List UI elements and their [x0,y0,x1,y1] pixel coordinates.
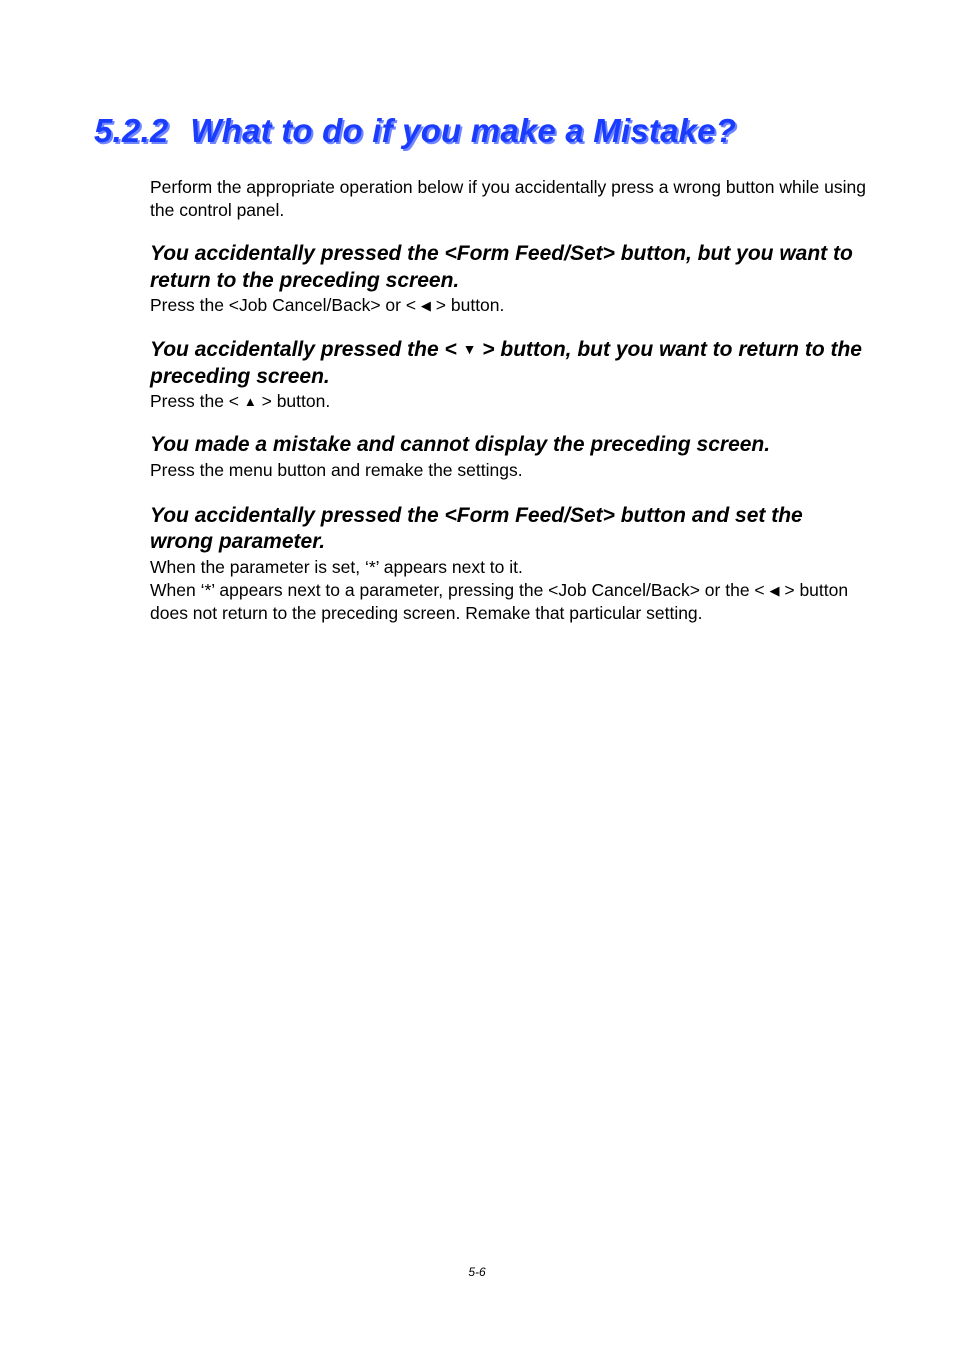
instruction-text: > button does not return to the preceding screen. Remake that particular setting. [150,579,849,623]
page-number: 5-6 [468,1265,486,1279]
case-instruction [150,556,870,625]
instruction-line [150,579,870,625]
case-cannot-display-preceding [150,432,870,482]
case-wrong-parameter [150,503,870,625]
heading-text: You accidentally pressed the < [150,338,463,361]
case-form-feed-return [150,241,870,317]
up-triangle-icon: ▲ [243,394,257,409]
instruction-text: Press the <Job Cancel/Back> or < [150,295,421,315]
left-triangle-icon: ◀ [769,582,780,598]
section-number: 5.2.2 [94,112,169,149]
main-content [150,176,870,625]
case-heading: You accidentally pressed the <Form Feed/Set> button, but you want to return to the preceding screen. [150,242,853,292]
case-instruction: Press the menu button and remake the settings. [150,459,523,480]
instruction-text: > button. [256,391,331,411]
left-triangle-icon: ◀ [420,298,431,313]
case-instruction [150,294,870,317]
intro-paragraph: Perform the appropriate operation below if you accidentally press a wrong button while using the control panel. [150,177,866,220]
case-instruction [150,390,870,413]
case-heading [150,336,870,390]
section-title-text: What to do if you make a Mistake? [190,112,737,149]
case-heading: You accidentally pressed the <Form Feed/Set> button and set the wrong parameter. [150,503,803,553]
case-heading: You made a mistake and cannot display the preceding screen. [150,433,771,456]
instruction-line: When the parameter is set, ‘*’ appears next to it. [150,556,523,577]
heading-text: > button, but you want to return to the preceding screen. [150,338,862,388]
down-triangle-icon: ▼ [462,341,477,357]
instruction-text: Press the < [150,391,244,411]
case-down-button-return [150,336,870,413]
section-title [94,112,736,150]
instruction-text: > button. [430,295,505,315]
instruction-text: When ‘*’ appears next to a parameter, pressing the <Job Cancel/Back> or the < [150,579,770,600]
